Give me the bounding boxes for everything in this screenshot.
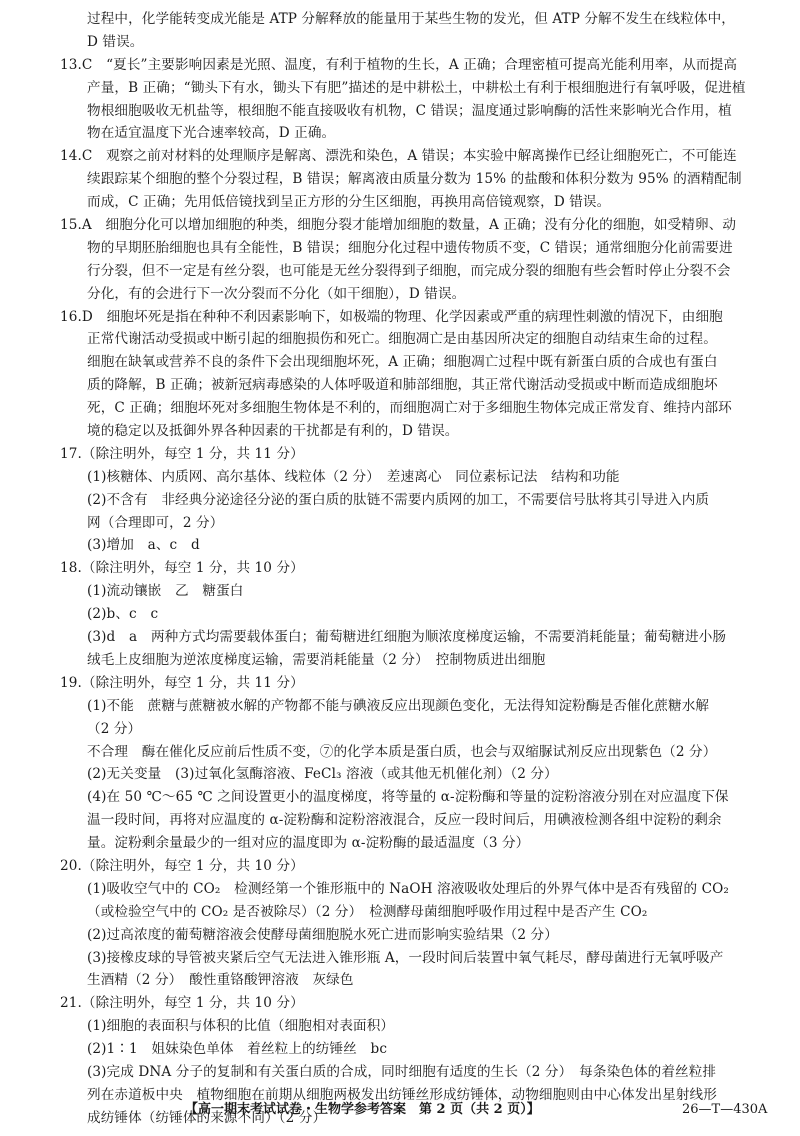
answer-text-line: 分化，有的会进行下一次分裂而不分化（如干细胞），D 错误。 — [87, 285, 466, 302]
answer-text-line: 绒毛上皮细胞为逆浓度梯度运输，需要消耗能量（2 分） 控制物质进出细胞 — [87, 651, 546, 668]
answer-text-line: 正常代谢活动受损或中断引起的细胞损伤和死亡。细胞凋亡是由基因所决定的细胞自动结束生命的过程。 — [87, 331, 717, 348]
answer-text-line: (1)流动镶嵌 乙 糖蛋白 — [87, 583, 244, 600]
answer-text-line: 行分裂，但不一定是有丝分裂，也可能是无丝分裂得到子细胞，而完成分裂的细胞有些会暂时停止分裂不会 — [87, 262, 731, 279]
answer-text-line: 物的早期胚胎细胞也具有全能性，B 错误；细胞分化过程中遗传物质不变，C 错误；通常细胞分化前需要进 — [87, 239, 733, 256]
answer-text-line: (3)完成 DNA 分子的复制和有关蛋白质的合成，同时细胞有适度的生长（2 分） 每条染色体的着丝粒排 — [87, 1063, 717, 1080]
answer-text-line: 网（合理即可，2 分） — [87, 514, 224, 531]
answer-text-line: (4)在 50 ℃～65 ℃ 之间设置更小的温度梯度，将等量的 α-淀粉酶和等量的淀粉溶液分别在对应温度下保 — [87, 789, 729, 806]
answer-text-line: (1)不能 蔗糖与蔗糖被水解的产物都不能与碘液反应出现颜色变化，无法得知淀粉酶是否催化蔗糖水解 — [87, 697, 710, 714]
answer-text-line: (2)过高浓度的葡萄糖溶液会使酵母菌细胞脱水死亡进而影响实验结果（2 分） — [87, 926, 558, 943]
answer-item-heading: 19.（除注明外，每空 1 分，共 11 分） — [60, 674, 304, 691]
answer-text-line: 量。淀粉剩余量最少的一组对应的温度即为 α-淀粉酶的最适温度（3 分） — [87, 835, 530, 852]
answer-text-line: 而成，C 正确；先用低倍镜找到呈正方形的分生区细胞，再换用高倍镜观察，D 错误。 — [87, 194, 611, 211]
footer-exam-code: 26—T—430A — [682, 1102, 768, 1117]
answer-item-heading: 16.D 细胞坏死是指在种种不利因素影响下，如极端的物理、化学因素或严重的病理性刺激的情况下，由细胞 — [60, 308, 723, 325]
answer-text-line: (1)细胞的表面积与体积的比值（细胞相对表面积） — [87, 1018, 395, 1035]
answer-text-line: (2)b、c c — [87, 606, 159, 623]
answer-text-line: 物根细胞吸收无机盐等，根细胞不能直接吸收有机物，C 错误；温度通过影响酶的活性来影响光合作用，植 — [87, 102, 732, 119]
answer-text-line: 成纺锤体（纺锤体的来源不同）（2 分） — [87, 1109, 327, 1126]
answer-text-line: （或检验空气中的 CO₂ 是否被除尽）（2 分） 检测酵母菌细胞呼吸作用过程中是否产生 CO₂ — [87, 903, 648, 920]
answer-document — [60, 8, 776, 1130]
answer-item-heading: 17.（除注明外，每空 1 分，共 11 分） — [60, 445, 304, 462]
answer-text-line: 境的稳定以及抵御外界各种因素的干扰都是有利的，D 错误。 — [87, 423, 459, 440]
page-footer — [0, 1099, 800, 1121]
answer-text-line: 不合理 酶在催化反应前后性质不变，⑦的化学本质是蛋白质，也会与双缩脲试剂反应出现紫色（2 分） — [87, 743, 717, 760]
answer-text-line: (3)接橡皮球的导管被夹紧后空气无法进入锥形瓶 A，一段时间后装置中氧气耗尽，酵母菌进行无氧呼吸产 — [87, 949, 724, 966]
answer-item-heading: 15.A 细胞分化可以增加细胞的种类，细胞分裂才能增加细胞的数量，A 正确；没有分化的细胞，如受精卵、动 — [60, 217, 737, 234]
answer-text-line: 物在适宜温度下光合速率较高，D 正确。 — [87, 125, 336, 142]
answer-text-line: 续跟踪某个细胞的整个分裂过程，B 错误；解离液由质量分数为 15% 的盐酸和体积分数为 95% 的酒精配制 — [87, 171, 742, 188]
answer-text-line: D 错误。 — [87, 33, 144, 50]
answer-text-line: (2)不含有 非经典分泌途径分泌的蛋白质的肽链不需要内质网的加工，不需要信号肽将其引导进入内质 — [87, 491, 710, 508]
answer-item-heading: 14.C 观察之前对材料的处理顺序是解离、漂洗和染色，A 错误；本实验中解离操作已经让细胞死亡，不可能连 — [60, 148, 737, 165]
footer-title: 【高一期末考试试卷・生物学参考答案 第 2 页（共 2 页）】 — [185, 1102, 540, 1117]
answer-text-line: (1)吸收空气中的 CO₂ 检测经第一个锥形瓶中的 NaOH 溶液吸收处理后的外界气体中是否有残留的 CO₂ — [87, 880, 729, 897]
answer-text-line: 细胞在缺氧或营养不良的条件下会出现细胞坏死，A 正确；细胞凋亡过程中既有新蛋白质的合成也有蛋白 — [87, 354, 718, 371]
answer-text-line: 温一段时间，再将对应温度的 α-淀粉酶和淀粉溶液混合，反应一段时间后，用碘液检测各组中淀粉的剩余 — [87, 812, 722, 829]
answer-text-line: (2)无关变量 (3)过氧化氢酶溶液、FeCl₃ 溶液（或其他无机催化剂）（2 分） — [87, 766, 558, 783]
answer-text-line: 列在赤道板中央 植物细胞在前期从细胞两极发出纺锤丝形成纺锤体，动物细胞则由中心体发出星射线形 — [87, 1086, 717, 1103]
answer-item-heading: 13.C “夏长”主要影响因素是光照、温度，有利于植物的生长，A 正确；合理密植可提高光能利用率，从而提高 — [60, 56, 738, 73]
answer-item-heading: 18.（除注明外，每空 1 分，共 10 分） — [60, 560, 304, 577]
answer-text-line: 死，C 正确；细胞坏死对多细胞生物体是不利的，而细胞凋亡对于多细胞生物体完成正常发育、维持内部环 — [87, 400, 732, 417]
answer-text-line: （2 分） — [87, 720, 142, 737]
answer-text-line: (2)1∶1 姐妹染色单体 着丝粒上的纺锤丝 bc — [87, 1041, 388, 1058]
answer-text-line: 生酒精（2 分） 酸性重铬酸钾溶液 灰绿色 — [87, 972, 354, 989]
answer-text-line: (1)核糖体、内质网、高尔基体、线粒体（2 分） 差速离心 同位素标记法 结构和功能 — [87, 468, 620, 485]
answer-text-line: (3)d a 两种方式均需要载体蛋白；葡萄糖进红细胞为顺浓度梯度运输，不需要消耗能量；葡萄糖进小肠 — [87, 629, 727, 646]
answer-text-line: 产量，B 正确；“锄头下有水，锄头下有肥”描述的是中耕松土，中耕松土有利于根细胞进行有氧呼吸，促进植 — [87, 79, 746, 96]
answer-text-line: (3)增加 a、c d — [87, 537, 200, 554]
answer-item-heading: 21.（除注明外，每空 1 分，共 10 分） — [60, 995, 304, 1012]
answer-text-line: 质的降解，B 正确；被新冠病毒感染的人体呼吸道和肺部细胞，其正常代谢活动受损或中断而造成细胞坏 — [87, 377, 718, 394]
answer-item-heading: 20.（除注明外，每空 1 分，共 10 分） — [60, 857, 304, 874]
answer-text-line: 过程中，化学能转变成光能是 ATP 分解释放的能量用于某些生物的发光，但 ATP 分解不发生在线粒体中， — [87, 11, 735, 27]
